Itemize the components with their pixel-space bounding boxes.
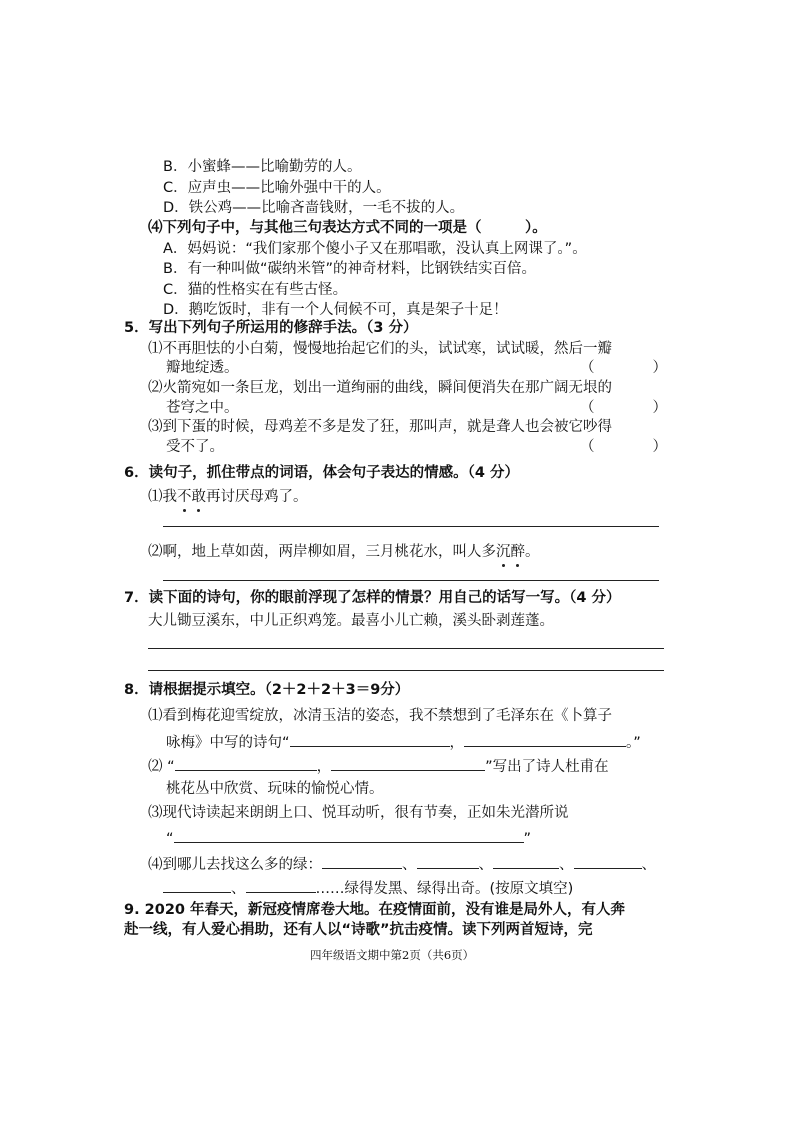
- q6-s1-dotted-0: 不: [177, 489, 192, 505]
- page-footer: 四年级语文期中第2页（共6页）: [310, 948, 475, 962]
- q6-sentence-2: [148, 542, 540, 562]
- q8-s1-pre: 咏梅》中写的诗句“: [166, 735, 290, 751]
- q3-option-b: B．小蜜蜂——比喻勤劳的人。: [163, 159, 362, 175]
- q6-title: 6．读句子，抓住带点的词语，体会句子表达的情感。（4 分）: [124, 465, 519, 481]
- q8-s2-post: ”写出了诗人杜甫在: [485, 759, 609, 775]
- q7-poem: 大儿锄豆溪东，中儿正织鸡笼。最喜小儿亡赖，溪头卧剥莲蓬。: [148, 613, 554, 629]
- q6-sentence-1: [148, 487, 308, 507]
- q3-option-d: D．铁公鸡——比喻吝啬钱财，一毛不拔的人。: [163, 200, 465, 216]
- q5-answer-1[interactable]: （ ）: [580, 360, 667, 376]
- q8-sep-4: 、: [641, 857, 656, 873]
- q8-sep-5: 、: [231, 881, 246, 897]
- q8-sentence-2-cont: 桃花丛中欣赏、玩味的愉悦心情。: [166, 781, 384, 797]
- q8-blank-2[interactable]: [464, 731, 626, 747]
- q8-s3-post: ”: [523, 831, 532, 847]
- q5-sentence-2-cont: 苍穹之中。: [166, 400, 239, 416]
- q9-intro-line-1: 9. 2020 年春天，新冠疫情席卷大地。在疫情面前，没有谁是局外人，有人奔: [124, 902, 626, 918]
- q5-title: 5．写出下列句子所运用的修辞手法。（3 分）: [124, 320, 418, 336]
- q8-blank-8[interactable]: [493, 853, 559, 869]
- q7-title: 7．读下面的诗句，你的眼前浮现了怎样的情景？用自己的话写一写。（4 分）: [124, 590, 621, 606]
- q8-sentence-1: ⑴看到梅花迎雪绽放，冰清玉洁的姿态，我不禁想到了毛泽东在《卜算子: [148, 708, 612, 724]
- q5-answer-2[interactable]: （ ）: [580, 400, 667, 416]
- q3-option-c: C．应声虫——比喻外强中干的人。: [163, 180, 391, 196]
- q5-sentence-1-cont: 瓣地绽透。: [166, 360, 239, 376]
- q8-blank-6[interactable]: [322, 853, 402, 869]
- q8-s1-comma: ，: [449, 735, 465, 751]
- q8-s1-end: 。”: [626, 735, 641, 751]
- q8-blank-11[interactable]: [246, 877, 316, 893]
- q8-sentence-4: [148, 853, 656, 875]
- q6-s2-post: 。: [525, 544, 540, 560]
- q4-option-c: C．猫的性格实在有些古怪。: [163, 282, 348, 298]
- q8-sentence-3-cont: [166, 827, 531, 849]
- q5-sentence-3-cont: 受不了。: [166, 439, 224, 455]
- q8-sentence-2: [148, 755, 609, 777]
- q6-s2-dotted-1: 醉: [510, 544, 525, 560]
- q8-sep-3: 、: [559, 857, 574, 873]
- q6-s2-pre: ⑵啊，地上草如茵，两岸柳如眉，三月桃花水，叫人多: [148, 544, 496, 560]
- q8-blank-4[interactable]: [331, 755, 485, 771]
- q8-s2-comma: ，: [316, 759, 332, 775]
- q9-intro-line-2: 赴一线，有人爱心捐助，还有人以“诗歌”抗击疫情。读下列两首短诗，完: [124, 922, 593, 938]
- q5-sentence-1: ⑴不再胆怯的小白菊，慢慢地抬起它们的头，试试寒，试试暖，然后一瓣: [148, 341, 612, 357]
- q8-s4-post: ……绿得发黑、绿得出奇。(按原文填空): [315, 881, 574, 897]
- q4-option-d: D．鹅吃饭时，非有一个人伺候不可，真是架子十足！: [163, 302, 508, 318]
- q8-sep-1: 、: [402, 857, 417, 873]
- q5-sentence-2: ⑵火箭宛如一条巨龙，划出一道绚丽的曲线，瞬间便消失在那广阔无垠的: [148, 380, 612, 396]
- q4-option-b: B．有一种叫做“碳纳米管”的神奇材料，比钢铁结实百倍。: [163, 261, 536, 277]
- q6-s1-post: 再讨厌母鸡了。: [206, 489, 308, 505]
- q8-sep-2: 、: [478, 857, 493, 873]
- q6-s2-dotted-0: 沉: [496, 544, 511, 560]
- q6-s1-pre: ⑴我: [148, 489, 177, 505]
- q7-answer-line-2[interactable]: [148, 670, 664, 671]
- q8-sentence-3: ⑶现代诗读起来朗朗上口、悦耳动听，很有节奏，正如朱光潜所说: [148, 805, 569, 821]
- q6-answer-line-2[interactable]: [163, 580, 659, 581]
- q8-sentence-1-cont: [166, 731, 641, 753]
- q8-s3-pre: “: [166, 831, 174, 847]
- q8-blank-5[interactable]: [174, 827, 524, 843]
- q6-s1-dotted-1: 敢: [191, 489, 206, 505]
- q5-sentence-3: ⑶到下蛋的时候，母鸡差不多是发了狂，那叫声，就是聋人也会被它吵得: [148, 419, 612, 435]
- q8-blank-9[interactable]: [574, 853, 642, 869]
- q8-s2-pre: ⑵ “: [148, 759, 175, 775]
- q7-answer-line-1[interactable]: [148, 648, 664, 649]
- q8-title: 8．请根据提示填空。（2＋2＋2＋3＝9分）: [124, 682, 410, 698]
- q4-stem: ⑷下列句子中，与其他三句表达方式不同的一项是（ ）。: [148, 220, 547, 236]
- q4-option-a: A．妈妈说：“我们家那个傻小子又在那唱歌，没认真上网课了。”。: [163, 241, 587, 257]
- q8-blank-1[interactable]: [290, 731, 450, 747]
- q8-blank-10[interactable]: [163, 877, 231, 893]
- q5-answer-3[interactable]: （ ）: [580, 439, 667, 455]
- q8-sentence-4-cont: [163, 877, 573, 899]
- q8-s4-pre: ⑷到哪儿去找这么多的绿：: [148, 857, 322, 873]
- q8-blank-7[interactable]: [417, 853, 479, 869]
- q8-blank-3[interactable]: [175, 755, 317, 771]
- q6-answer-line-1[interactable]: [163, 526, 659, 527]
